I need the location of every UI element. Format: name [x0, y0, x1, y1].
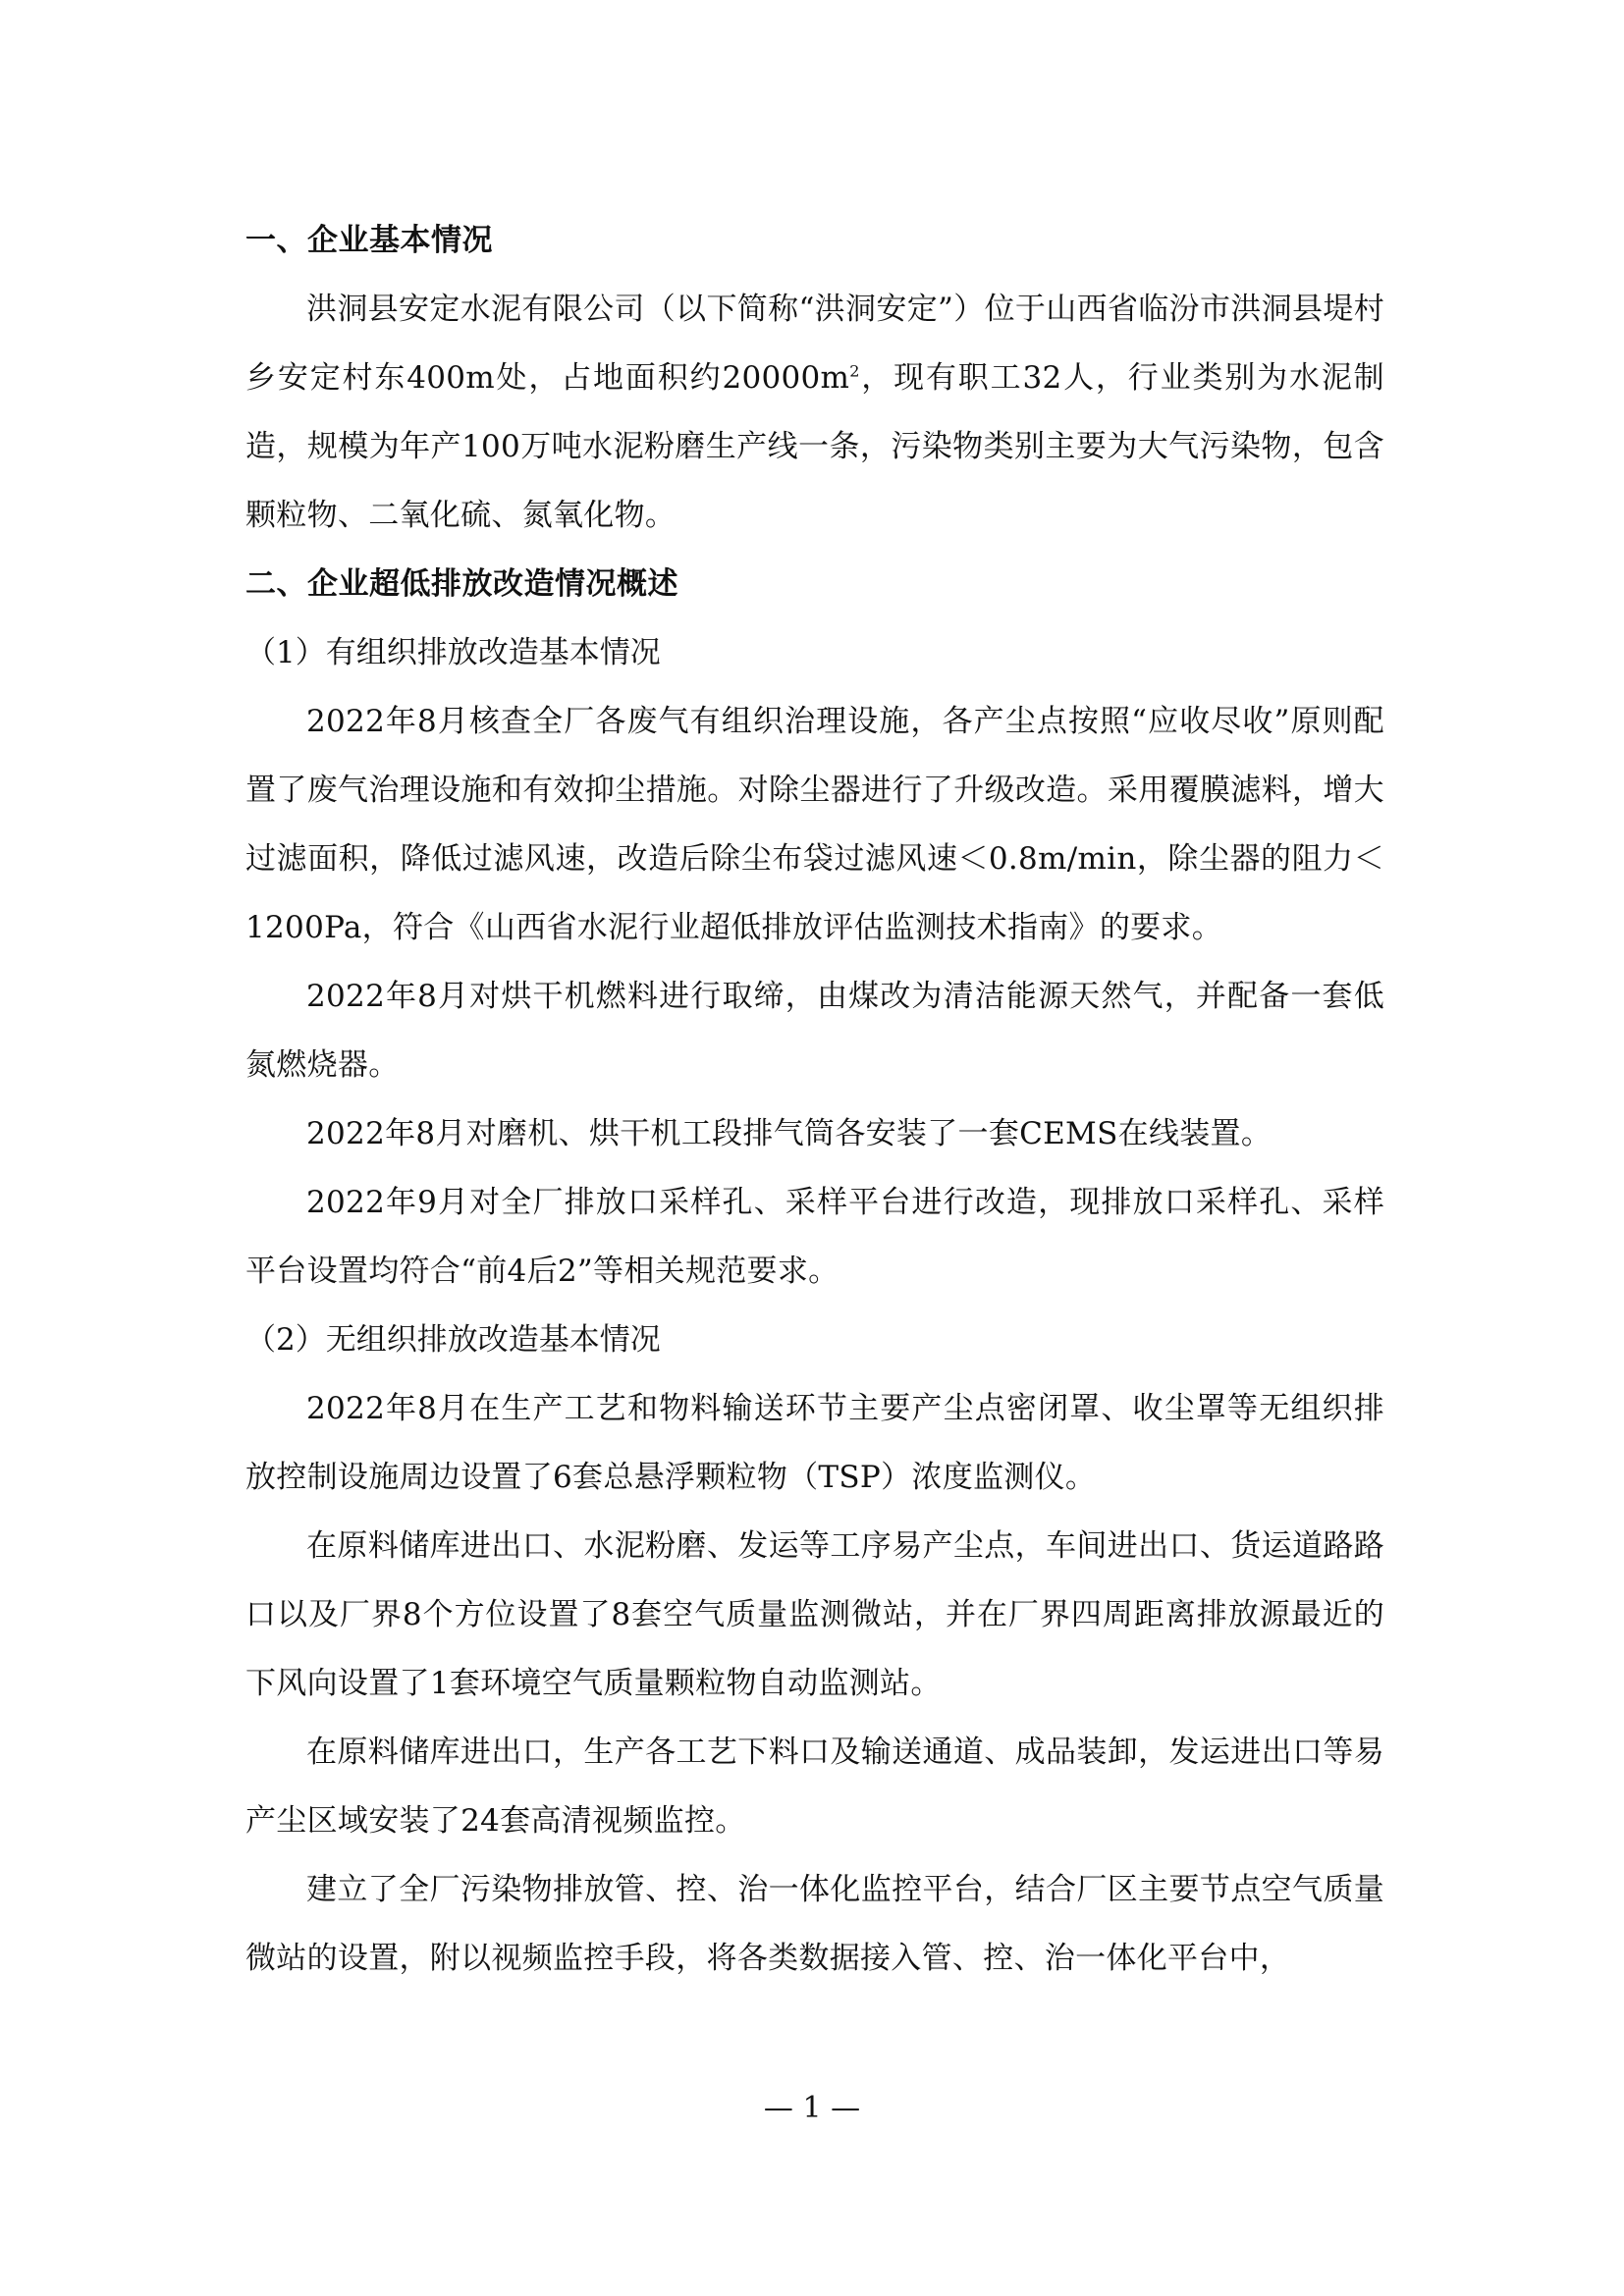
subsection-1-paragraph: 2022年8月对烘干机燃料进行取缔，由煤改为清洁能源天然气，并配备一套低氮燃烧器。: [245, 979, 1384, 1083]
subsection-1-heading: （1）有组织排放改造基本情况: [245, 635, 661, 670]
subsection-2-paragraph: 在原料储库进出口、水泥粉磨、发运等工序易产尘点，车间进出口、货运道路路口以及厂界8个方位设置了8套空气质量监测微站，并在厂界四周距离排放源最近的下风向设置了1套环境空气质量颗粒物自动监测站。: [245, 1528, 1384, 1701]
page-number: — 1 —: [763, 2091, 861, 2125]
subsection-2-heading: （2）无组织排放改造基本情况: [245, 1322, 661, 1358]
section-1-paragraph: [245, 275, 1384, 550]
section-1-heading: 一、企业基本情况: [245, 223, 493, 258]
subsection-1-paragraph: 2022年9月对全厂排放口采样孔、采样平台进行改造，现排放口采样孔、采样平台设置均符合“前4后2”等相关规范要求。: [245, 1185, 1384, 1289]
section-2-heading: 二、企业超低排放改造情况概述: [245, 566, 678, 602]
subsection-1-paragraph: 2022年8月对磨机、烘干机工段排气筒各安装了一套CEMS在线装置。: [306, 1116, 1272, 1151]
subsection-1-paragraph: 2022年8月核查全厂各废气有组织治理设施，各产尘点按照“应收尽收”原则配置了废气治理设施和有效抑尘措施。对除尘器进行了升级改造。采用覆膜滤料，增大过滤面积，降低过滤风速，改造后除尘布袋过滤风速＜0.8m/min，除尘器的阻力＜1200Pa，符合《山西省水泥行业超低排放评估监测技术指南》的要求。: [245, 704, 1384, 945]
section-1-text-b: ，现有职工32人，行业类别为水泥制造，规模为年产100万吨水泥粉磨生产线一条，污染物类别主要为大气污染物，包含颗粒物、二氧化硫、氮氧化物。: [245, 360, 1384, 533]
subsection-2-paragraph: 在原料储库进出口，生产各工艺下料口及输送通道、成品装卸，发运进出口等易产尘区域安装了24套高清视频监控。: [245, 1735, 1384, 1839]
document-page: [245, 206, 1384, 1993]
section-1-text-a: 洪洞县安定水泥有限公司（以下简称“洪洞安定”）位于山西省临汾市洪洞县堤村乡安定村东400m处，占地面积约20000m: [245, 292, 1384, 396]
superscript-2: 2: [849, 361, 860, 381]
subsection-2-paragraph: 建立了全厂污染物排放管、控、治一体化监控平台，结合厂区主要节点空气质量微站的设置，附以视频监控手段，将各类数据接入管、控、治一体化平台中，: [245, 1872, 1384, 1976]
subsection-2-paragraph: 2022年8月在生产工艺和物料输送环节主要产尘点密闭罩、收尘罩等无组织排放控制设施周边设置了6套总悬浮颗粒物（TSP）浓度监测仪。: [245, 1391, 1384, 1495]
